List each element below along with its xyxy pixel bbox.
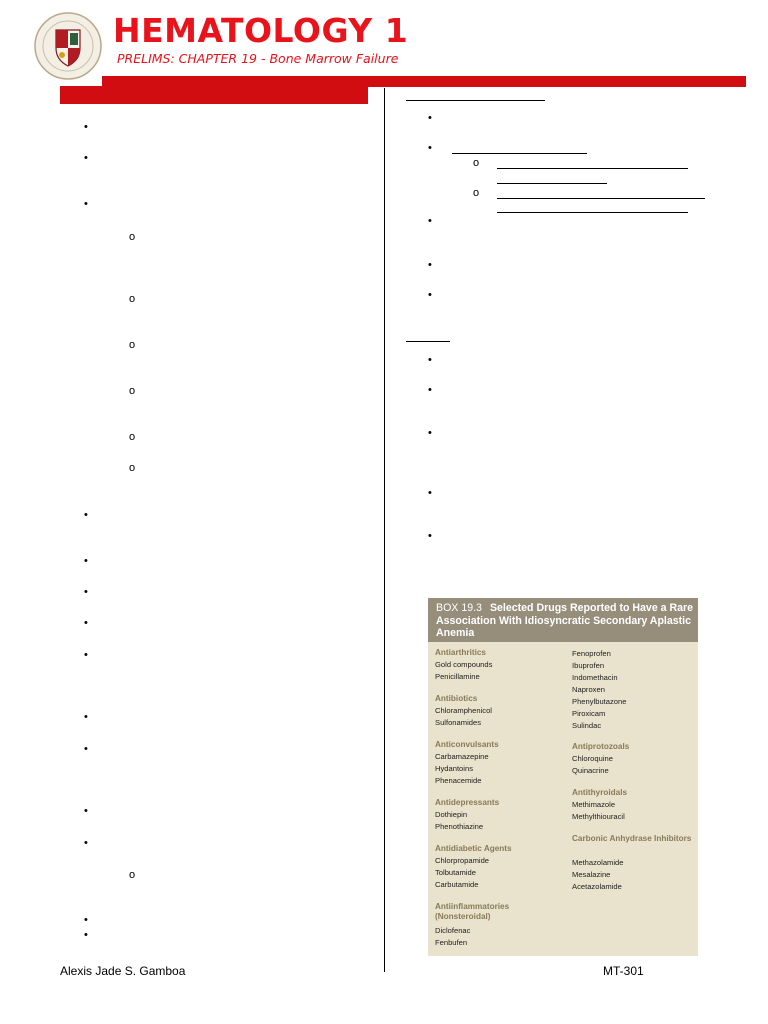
bullet-marker: • [84,837,88,849]
drug-name: Naproxen [572,685,605,694]
bullet-marker: • [84,152,88,164]
drug-name: Tolbutamide [435,868,476,877]
column-divider [384,88,385,972]
bullet-marker: • [428,354,432,366]
bullet-marker: • [84,805,88,817]
bullet-marker: • [84,649,88,661]
figure-header [428,598,698,642]
heading-underline [406,100,545,101]
subtitle-topic: Bone Marrow Failure [269,51,399,66]
drug-name: Sulfonamides [435,718,482,727]
bullet-marker: • [428,384,432,396]
sub-bullet-marker: o [129,339,136,351]
document-subtitle [117,53,398,66]
drug-name: Diclofenac [435,926,471,935]
drug-name: Sulindac [572,721,602,730]
sub-bullet-marker: o [473,187,480,199]
drug-category: Anticonvulsants [435,740,499,749]
drug-category: Antithyroidals [572,788,628,797]
drug-name: Chloramphenicol [435,706,492,715]
drug-name: Chloroquine [572,754,613,763]
drug-name: Acetazolamide [572,882,622,891]
drug-name: Fenoprofen [572,649,611,658]
sub-bullet-marker: o [129,431,136,443]
drug-name: Phenylbutazone [572,697,627,706]
footer-author: Alexis Jade S. Gamboa [60,964,186,978]
bullet-marker: • [84,121,88,133]
drug-category: Antidiabetic Agents [435,844,512,853]
sub-bullet-marker: o [129,293,136,305]
sub-bullet-marker: o [473,157,480,169]
text-underline [497,212,688,213]
drug-name: Chlorpropamide [435,856,490,865]
drug-table-figure [428,598,698,956]
drug-name: Quinacrine [572,766,609,775]
text-underline [497,198,705,199]
text-underline [497,183,607,184]
drug-name: Phenothiazine [435,822,484,831]
sub-bullet-marker: o [129,231,136,243]
bullet-marker: • [84,555,88,567]
drug-name: Penicillamine [435,672,480,681]
bullet-marker: • [84,509,88,521]
bullet-marker: • [84,617,88,629]
section-heading-bar [60,86,368,104]
drug-name: Dothiepin [435,810,468,819]
bullet-marker: • [428,112,432,124]
sub-bullet-marker: o [129,869,136,881]
drug-name: Indomethacin [572,673,618,682]
drug-category: Antiarthritics [435,648,486,657]
text-underline [497,168,688,169]
drug-name: Methimazole [572,800,616,809]
figure-caption: Selected Drugs Reported to Have a Rare Association With Idiosyncratic Secondary Aplastic Anemia [436,602,694,639]
bullet-marker: • [84,198,88,210]
drug-name: Hydantoins [435,764,473,773]
drug-name: Phenacemide [435,776,482,785]
drug-category: Antibiotics [435,694,478,703]
drug-name: Mesalazine [572,870,611,879]
figure-number: BOX 19.3 [436,602,482,614]
drug-name: Gold compounds [435,660,493,669]
drug-category: Antiinflammatories (Nonsteroidal) [435,902,510,921]
bullet-marker: • [428,427,432,439]
university-seal-logo [34,12,102,80]
drug-name: Methylthiouracil [572,812,625,821]
sub-bullet-marker: o [129,385,136,397]
drug-name: Fenbufen [435,938,468,947]
bullet-marker: • [84,743,88,755]
figure-title [436,602,694,640]
drug-category: Carbonic Anhydrase Inhibitors [572,834,692,843]
bullet-marker: • [428,215,432,227]
drug-name: Piroxicam [572,709,606,718]
bullet-marker: • [84,711,88,723]
text-underline [452,153,587,154]
drug-name: Ibuprofen [572,661,605,670]
heading-underline [406,341,450,342]
footer-course-code: MT-301 [603,964,644,978]
sub-bullet-marker: o [129,462,136,474]
drug-category: Antidepressants [435,798,500,807]
drug-name: Methazolamide [572,858,624,867]
drug-name: Carbamazepine [435,752,489,761]
bullet-marker: • [428,259,432,271]
bullet-marker: • [84,929,88,941]
bullet-marker: • [84,586,88,598]
document-title: HEMATOLOGY 1 [113,11,409,50]
bullet-marker: • [84,914,88,926]
bullet-marker: • [428,530,432,542]
bullet-marker: • [428,487,432,499]
bullet-marker: • [428,142,432,154]
bullet-marker: • [428,289,432,301]
drug-name: Carbutamide [435,880,479,889]
subtitle-chapter: PRELIMS: CHAPTER 19 - [117,51,266,66]
drug-category: Antiprotozoals [572,742,630,751]
